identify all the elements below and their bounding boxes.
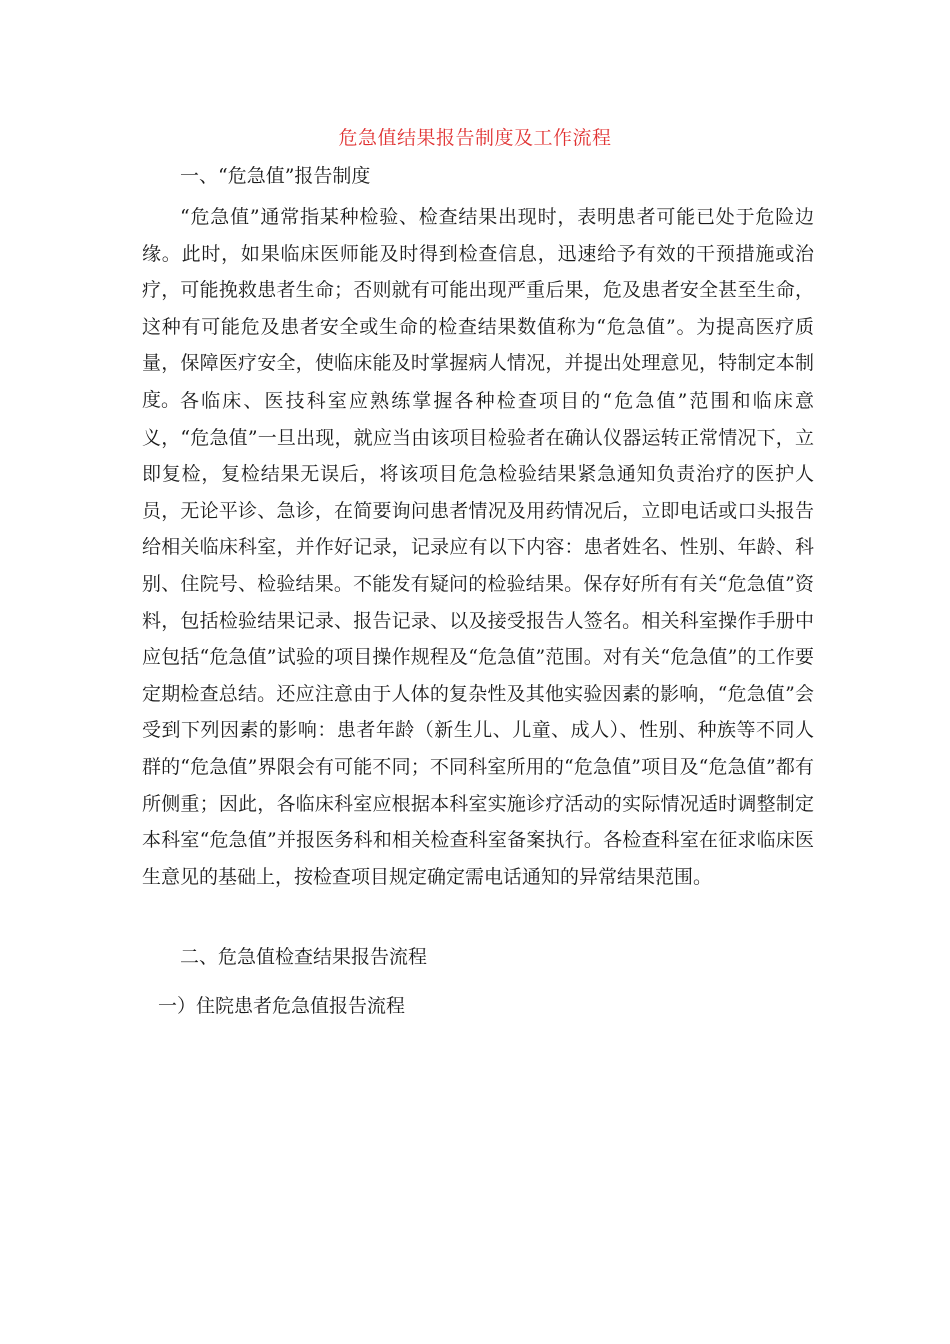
paragraph-procedure: 各临床、医技科室应熟练掌握各种检查项目的“危急值”范围和临床意义，“危急值”一旦出现，就应当由该项目检验者在确认仪器运转正常情况下，立即复检，复检结果无误后，将该项目危急检验结果紧急通知负责治疗的医护人员，无论平诊、急诊，在简要询问患者情况及用药情况后，立即电话或口头报告给相关临床科室，并作好记录，记录应有以下内容：患者姓名、性别、年龄、科别、住院号、检验结果。不能发有疑问的检验结果。保存好所有有关“危急值”资料，包括检验结果记录、报告记录、以及接受报告人签名。相关科室操作手册中应包括“危急值”试验的项目操作规程及“危急值”范围。对有关“危急值”的工作要定期检查总结。还应注意由于人体的复杂性及其他实验因素的影响，“危急值”会受到下列因素的影响：患者年龄（新生儿、儿童、成人）、性别、种族等不同人群的“危急值”界限会有可能不同；不同科室所用的“危急值”项目及“危急值”都有所侧重；因此，各临床科室应根据本科室实施诊疗活动的实际情况适时调整制定本科室“危急值”并报医务科和相关检查科室备案执行。各检查科室在征求临床医生意见的基础上，按检查项目规定确定需电话通知的异常结果范围。 bbox=[142, 390, 814, 888]
subsection-heading-inpatient-flow: 一）住院患者危急值报告流程 bbox=[158, 995, 406, 1017]
section-heading-reporting-system: 一、“危急值”报告制度 bbox=[180, 165, 371, 187]
document-title: 危急值结果报告制度及工作流程 bbox=[338, 127, 612, 149]
section-heading-report-flow: 二、危急值检查结果报告流程 bbox=[180, 946, 428, 968]
paragraph-definition: “危急值”通常指某种检验、检查结果出现时，表明患者可能已处于危险边缘。此时，如果临床医师能及时得到检查信息，迅速给予有效的干预措施或治疗，可能挽救患者生命；否则就有可能出现严重后果，危及患者安全甚至生命，这种有可能危及患者安全或生命的检查结果数值称为“危急值”。为提高医疗质量，保障医疗安全，使临床能及时掌握病人情况，并提出处理意见，特制定本制度。 bbox=[142, 206, 814, 411]
